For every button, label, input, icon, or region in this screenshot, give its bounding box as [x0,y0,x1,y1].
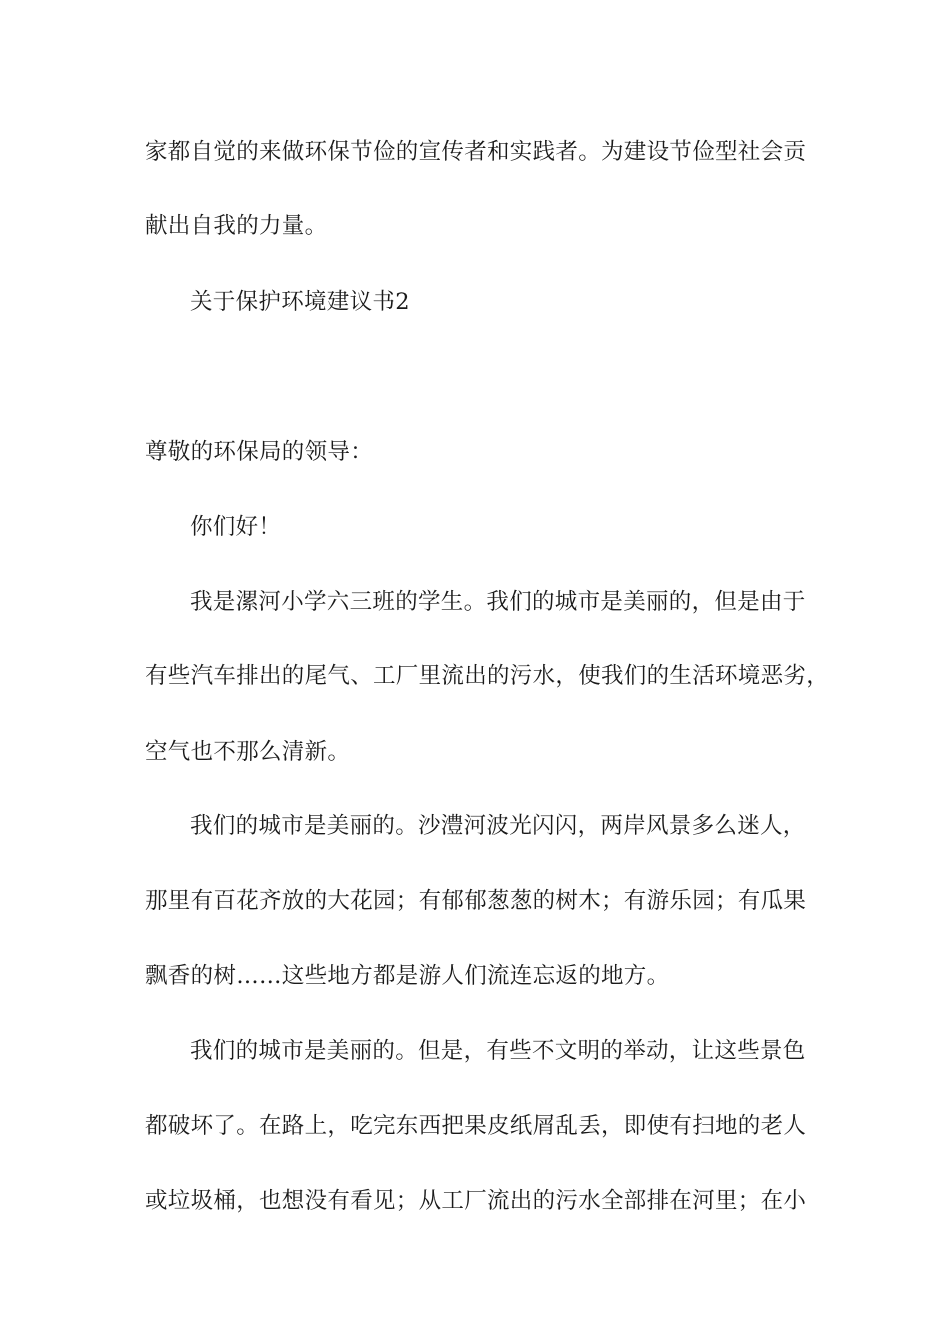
section-title: 关于保护环境建议书2 [190,289,410,315]
body-text-line: 或垃圾桶，也想没有看见；从工厂流出的污水全部排在河里；在小 [145,1188,807,1214]
body-text-line: 飘香的树……这些地方都是游人们流连忘返的地方。 [145,963,670,989]
body-text-line: 我们的城市是美丽的。但是，有些不文明的举动，让这些景色 [190,1038,806,1064]
greeting: 你们好！ [190,514,282,540]
body-text-line: 我们的城市是美丽的。沙澧河波光闪闪，两岸风景多么迷人， [190,813,806,839]
salutation: 尊敬的环保局的领导： [145,439,374,465]
body-text-line: 家都自觉的来做环保节俭的宣传者和实践者。为建设节俭型社会贡 [145,139,807,165]
body-text-line: 有些汽车排出的尾气、工厂里流出的污水，使我们的生活环境恶劣， [145,663,830,689]
body-text-line: 那里有百花齐放的大花园；有郁郁葱葱的树木；有游乐园；有瓜果 [145,888,807,914]
body-text-line: 都破坏了。在路上，吃完东西把果皮纸屑乱丢，即使有扫地的老人 [145,1113,807,1139]
body-text-line: 我是漯河小学六三班的学生。我们的城市是美丽的，但是由于 [190,589,806,615]
body-text-line: 空气也不那么清新。 [145,739,351,765]
body-text-line: 献出自我的力量。 [145,213,328,239]
